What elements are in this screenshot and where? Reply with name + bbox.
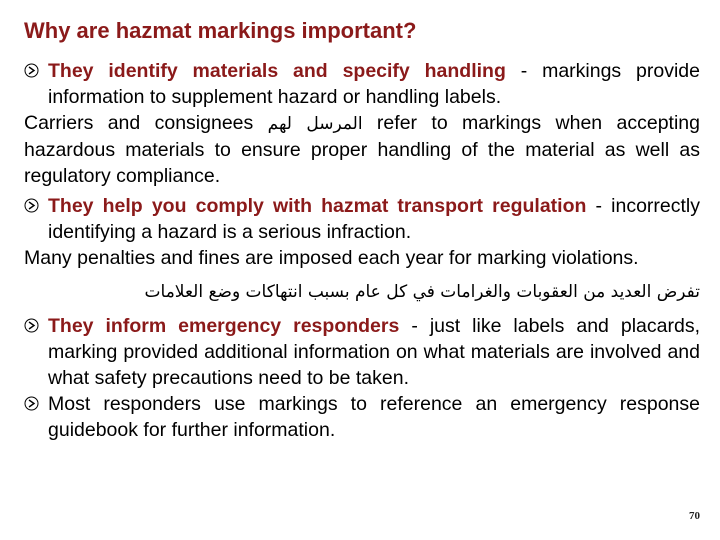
bullet-identify-materials <box>24 58 700 110</box>
bullet-comply-regulation <box>24 193 700 245</box>
penalties-paragraph: Many penalties and fines are imposed each year for marking violations. <box>24 247 639 269</box>
bullet-text: Most responders use markings to reference an emergency response guidebook for further information. <box>48 393 700 441</box>
circled-arrow-icon <box>24 198 39 213</box>
bullet-highlight: They identify materials and specify handling <box>48 60 506 82</box>
arabic-term: المرسل لهم <box>267 114 363 134</box>
circled-arrow-icon <box>24 63 39 78</box>
page-number: 70 <box>689 510 700 522</box>
bullet-text: - incorrectly identifying a hazard is a serious infraction. <box>48 195 700 243</box>
paragraph-text: refer to markings when accepting hazardous materials to ensure proper handling of the material as well as regulatory compliance. <box>24 112 700 187</box>
circled-arrow-icon <box>24 318 39 333</box>
bullet-text: - just like labels and placards, marking provided additional information on what materials are involved and what safety precautions need to be taken. <box>48 315 701 389</box>
bullet-highlight: They inform emergency responders <box>48 315 400 337</box>
bullet-most-responders <box>24 391 700 443</box>
slide-content <box>24 58 700 443</box>
paragraph-text: Carriers and consignees <box>24 112 268 134</box>
carriers-paragraph <box>24 110 700 189</box>
arabic-translation: تفرض العديد من العقوبات والغرامات في كل عام بسبب انتهاكات وضع العلامات <box>144 282 700 302</box>
slide-title: Why are hazmat markings important? <box>24 18 417 43</box>
bullet-inform-responders <box>24 313 700 391</box>
bullet-highlight: They help you comply with hazmat transport regulation <box>48 195 587 217</box>
bullet-text: - markings provide information to supplement hazard or handling labels. <box>48 60 700 108</box>
circled-arrow-icon <box>24 396 39 411</box>
